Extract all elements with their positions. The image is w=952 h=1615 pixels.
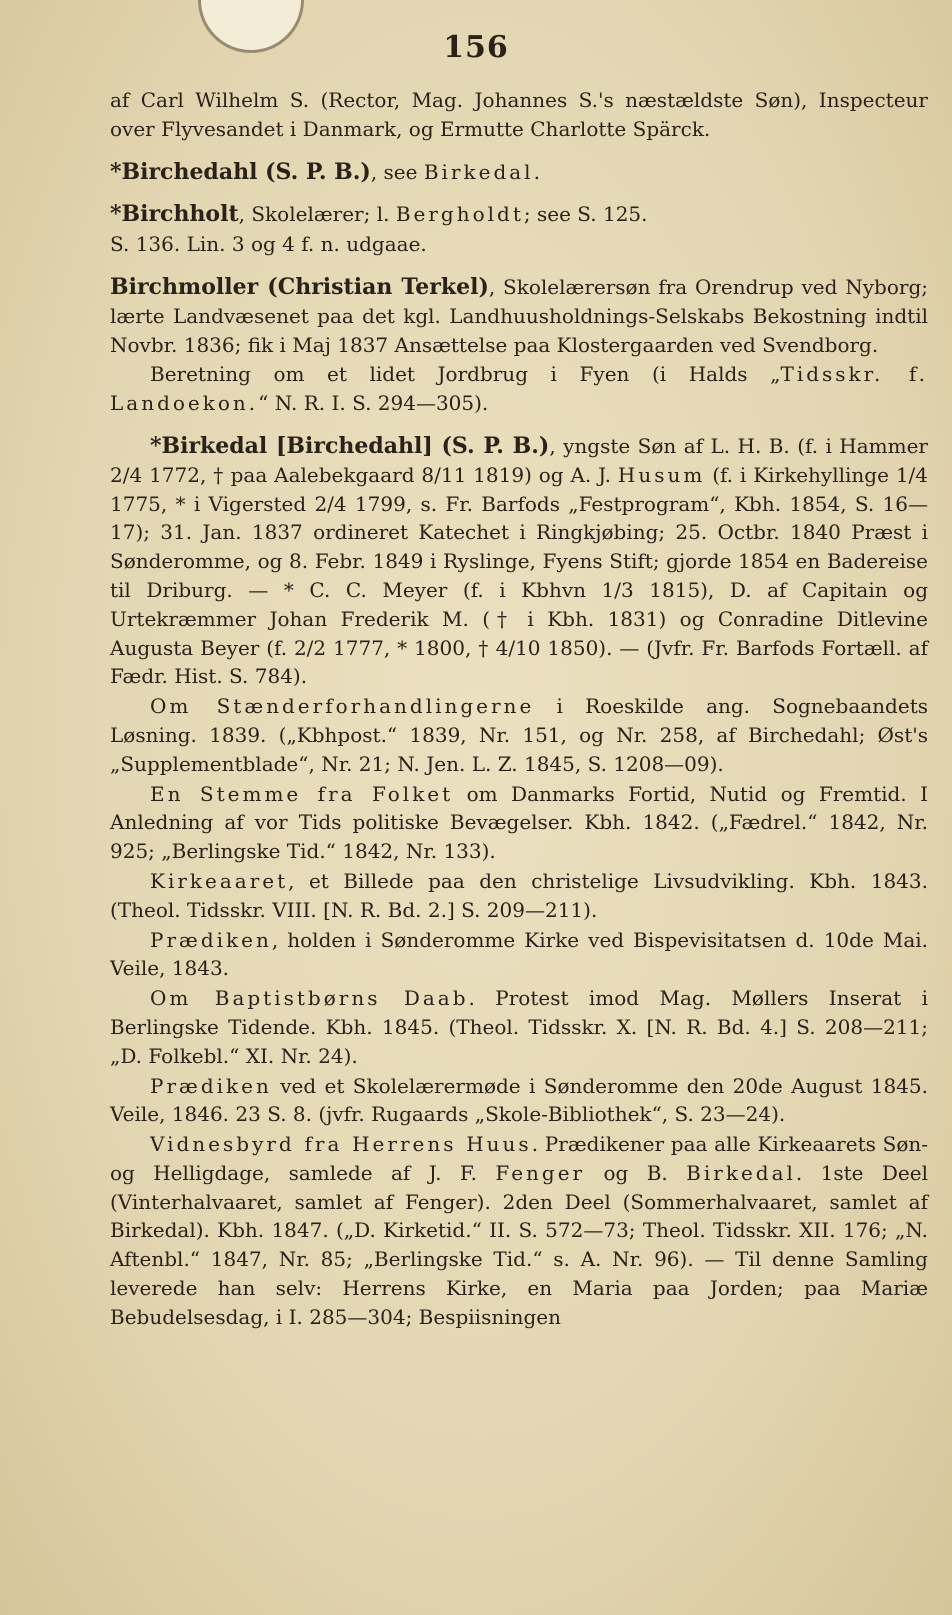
text-run: (f. i Kirkehyllinge 1/4 1775, * i Vigersted 2/4 1799, s. Fr. Barfods „Festprogram“, Kbh. 1854, S. 16—17); 31. Jan. 1837 ordineret Katechet i Ringkjøbing; 25. Octbr. 1840 Præst i Sønderomme, og 8. Febr. 1849 i Ryslinge, Fyens Stift; gjorde 1854 en Badereise til Driburg. — * C. C. Meyer (f. i Kbhvn 1/3 1815), D. af Capitain og Urtekræmmer Johan Frederik M. († i Kbh. 1831) og Conradine Ditlevine Augusta Beyer (f. 2/2 1777, * 1800, † 4/10 1850). — (Jvfr. Fr. Barfods Fortæll. af Fædr. Hist. S. 784). <box>110 462 929 689</box>
spaced-text: Prædiken <box>150 1073 272 1098</box>
spaced-text: Prædiken <box>150 927 272 952</box>
paragraph <box>110 1130 928 1332</box>
spaced-text: Kirkeaaret <box>150 868 289 893</box>
paragraph <box>110 230 928 259</box>
entry-headword: *Birchholt <box>110 201 239 228</box>
text-run: ; see S. 125. <box>523 202 648 227</box>
paragraph <box>110 158 928 187</box>
text-run: om Danmarks Fortid, Nutid og Fremtid. I Anledning af vor Tids politiske Bevægelser. Kbh. 1842. („Fædrel.“ 1842, Nr. 925; „Berlingske Tid.“ 1842, Nr. 133). <box>110 781 928 864</box>
paragraph <box>110 273 928 359</box>
text-run: og B. <box>585 1160 687 1185</box>
entry-headword: *Birkedal [Birchedahl] (S. P. B.) <box>150 432 550 459</box>
text-run: . Protest imod Mag. Møllers Inserat i Berlingske Tidende. Kbh. 1845. (Theol. Tidsskr. X. [N. R. Bd. 4.] S. 208—211; „D. Folkebl.“ XI. Nr. 24). <box>110 986 928 1068</box>
text-run: . <box>533 159 540 184</box>
paragraph <box>110 432 928 691</box>
spaced-text: En Stemme fra Folket <box>150 781 454 806</box>
text-run: . 1ste Deel (Vinterhalvaaret, samlet af Fenger). 2den Deel (Sommerhalvaaret, samlet af Birkedal). Kbh. 1847. („D. Kirketid.“ II. S. 572—73; Theol. Tidsskr. XII. 176; „N. Aftenbl.“ 1847, Nr. 85; „Berlingske Tid.“ s. A. Nr. 96). — Til denne Samling leverede han selv: Herrens Kirke, en Maria paa Jorden; paa Mariæ Bebudelsesdag, i I. 285—304; Bespiisningen <box>110 1160 928 1329</box>
paragraph <box>110 1072 928 1130</box>
spaced-text: Birkedal <box>423 159 534 184</box>
spaced-text: Om Baptistbørns Daab <box>150 986 469 1011</box>
text-run: Beretning om et lidet Jordbrug i Fyen (i Halds „ <box>150 362 781 387</box>
paragraph <box>110 692 928 778</box>
spaced-text: Birkedal <box>686 1160 796 1185</box>
text-run: i Roeskilde ang. Sognebaandets Løsning. 1839. („Kbhpost.“ 1839, Nr. 151, og Nr. 258, af Birchedahl; Øst's „Supplementblade“, Nr. 21; N. Jen. L. Z. 1845, S. 1208—09). <box>110 694 928 776</box>
paragraph <box>110 926 928 984</box>
text-run: S. 136. Lin. 3 og 4 f. n. udgaae. <box>110 232 427 257</box>
text-run: “ N. R. I. S. 294—305). <box>258 391 489 416</box>
text-run: , yngste Søn af L. H. B. (f. i Hammer 2/4 1772, † paa Aalebekgaard 8/11 1819) og A. J. <box>110 433 928 487</box>
spaced-text: Bergholdt <box>395 202 524 227</box>
paragraph <box>110 867 928 925</box>
paragraph <box>110 780 928 866</box>
text-run: ved et Skolelærermøde i Sønderomme den 20de August 1845. Veile, 1846. 23 S. 8. (jvfr. Rugaards „Skole-Bibliothek“, S. 23—24). <box>110 1073 928 1127</box>
text-body <box>110 86 928 1332</box>
paragraph <box>110 200 928 229</box>
entry-headword: Birchmoller (Christian Terkel) <box>110 273 489 300</box>
spaced-text: Fenger <box>495 1160 586 1185</box>
paragraph <box>110 360 928 418</box>
text-run: , see <box>370 159 424 184</box>
spaced-text: Vidnesbyrd fra Herrens Huus <box>150 1132 532 1157</box>
text-run: , Skolelærersøn fra Orendrup ved Nyborg; lærte Landvæsenet paa det kgl. Landhuusholdnings-Selskabs Bekostning indtil Novbr. 1836; fik i Maj 1837 Ansættelse paa Klostergaarden ved Svendborg. <box>110 274 928 357</box>
text-run: . Prædikener paa alle Kirkeaarets Søn- og Helligdage, samlede af J. F. <box>110 1132 929 1185</box>
spaced-text: Husum <box>617 462 706 487</box>
spaced-text: Tidsskr. f. Landoekon. <box>110 362 928 416</box>
entry-headword: *Birchedahl (S. P. B.) <box>110 158 371 185</box>
paragraph <box>110 86 928 144</box>
text-run: af Carl Wilhelm S. (Rector, Mag. Johannes S.'s næstældste Søn), Inspecteur over Flyvesandet i Danmark, og Ermutte Charlotte Spärck. <box>110 88 928 141</box>
text-run: , holden i Sønderomme Kirke ved Bispevisitatsen d. 10de Mai. Veile, 1843. <box>110 927 928 981</box>
page-number: 156 <box>443 30 509 65</box>
text-run: , Skolelærer; l. <box>238 202 396 227</box>
paragraph <box>110 984 928 1070</box>
spaced-text: Om Stænderforhandlingerne <box>150 694 535 719</box>
text-run: , et Billede paa den christelige Livsudvikling. Kbh. 1843. (Theol. Tidsskr. VIII. [N. R. Bd. 2.] S. 209—211). <box>110 868 928 922</box>
